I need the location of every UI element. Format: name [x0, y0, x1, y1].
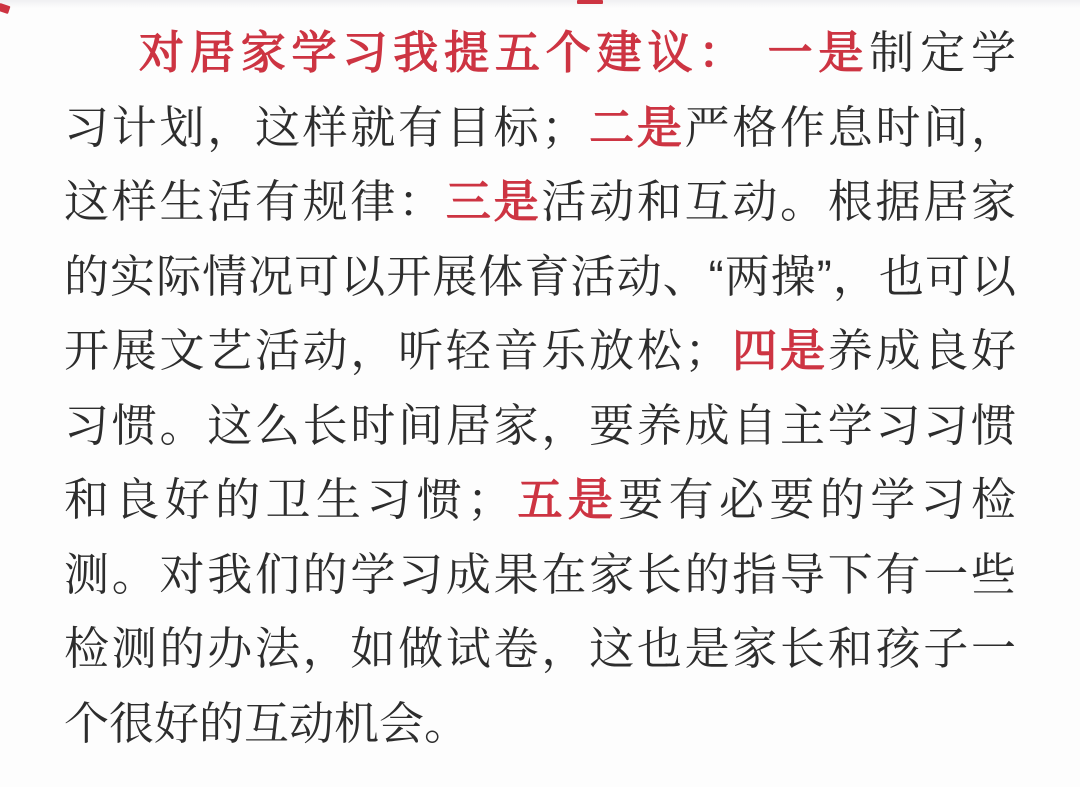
- body-text: 检测的办法，如做试卷，这也是家长和孩子一: [64, 623, 1016, 674]
- text-line: [64, 165, 1016, 240]
- body-text: 的实际情况可以开展体育活动、“两操”，也可以: [64, 250, 1016, 302]
- text-line: [64, 612, 1016, 687]
- body-text: 严格作息时间，: [684, 101, 1016, 153]
- article-paragraph: [64, 16, 1016, 761]
- body-text: 这样生活有规律：: [64, 176, 446, 227]
- text-line: [64, 314, 1016, 389]
- text-line: [64, 538, 1016, 613]
- body-text: 测。对我们的学习成果在家长的指导下有一些: [64, 548, 1016, 600]
- body-text: 养成良好: [827, 325, 1016, 376]
- body-text: 要有必要的学习检: [618, 474, 1016, 525]
- cropped-red-glyph-artifact-center: [577, 0, 603, 4]
- body-text: 习计划，这样就有目标；: [64, 101, 587, 153]
- body-text: 开展文艺活动，听轻音乐放松；: [64, 325, 730, 376]
- body-text: 习惯。这么长时间居家，要养成自主学习习惯: [64, 399, 1016, 451]
- emphasis-marker-one: 一是: [767, 27, 870, 78]
- emphasis-intro-text: 对居家学习我提五个建议：: [139, 27, 768, 78]
- emphasis-marker-two: 二是: [586, 101, 685, 153]
- body-text: 制定学: [869, 27, 1016, 78]
- body-text: 和良好的卫生习惯；: [64, 474, 513, 525]
- emphasis-marker-five: 五是: [512, 474, 619, 525]
- text-line: [64, 91, 1016, 166]
- text-line: [64, 389, 1016, 464]
- text-line: [64, 463, 1016, 538]
- text-line: [64, 687, 1016, 762]
- page-top-edge: [0, 0, 1080, 8]
- text-line: [64, 240, 1016, 315]
- emphasis-marker-three: 三是: [445, 176, 542, 227]
- text-line: [64, 16, 1016, 91]
- body-text: 个很好的互动机会。: [64, 697, 470, 749]
- emphasis-marker-four: 四是: [729, 325, 828, 376]
- body-text: 活动和互动。根据居家: [541, 176, 1016, 227]
